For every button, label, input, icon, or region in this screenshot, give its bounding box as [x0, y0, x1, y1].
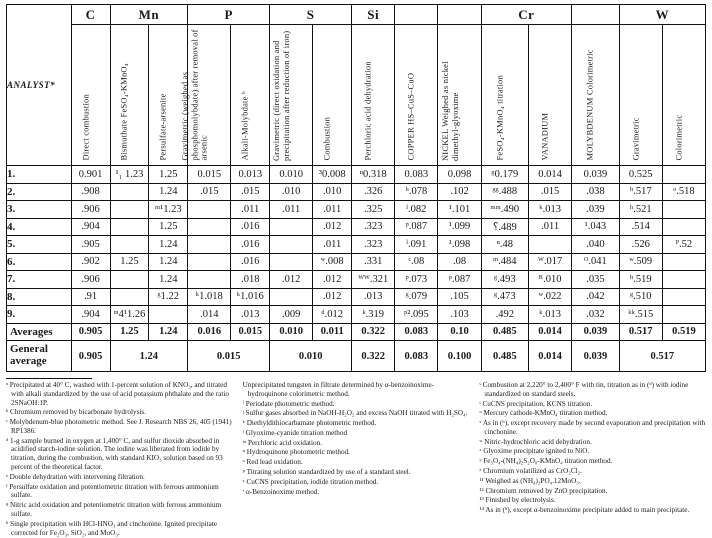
cell: ¹.099	[438, 218, 481, 236]
cell: .514	[619, 218, 662, 236]
cell: 0.015	[188, 166, 231, 184]
cell: ᵏ1.018	[188, 288, 231, 306]
cell: ᵏ.319	[352, 306, 395, 324]
averages-label: Averages	[7, 323, 72, 341]
cell: 1.24	[149, 236, 188, 254]
cell: .012	[313, 271, 352, 289]
cell: .011	[313, 236, 352, 254]
cell: .009	[270, 306, 313, 324]
cell: 0.525	[619, 166, 662, 184]
cell: .906	[71, 201, 110, 219]
group-cu-blank	[395, 5, 438, 25]
footnote: ᵖ Titrating solution standardized by use of a standard steel.	[242, 468, 411, 477]
col-si-perchloric-label: Perchloric acid dehydration	[362, 61, 373, 161]
footnote: ᶠ Persulfate oxidation and potentiometric titration with ferrous ammonium sulfate.	[6, 482, 219, 500]
cell: 0.517	[619, 323, 662, 341]
col-nickel-label: NICKEL Weighed as nickel dimethyl-glyoxime	[439, 61, 459, 161]
table-row	[7, 288, 706, 306]
cell	[110, 218, 149, 236]
cell: .323	[352, 236, 395, 254]
col-copper-label: COPPER HS–CuS–CuO	[405, 73, 416, 161]
cell: .105	[438, 288, 481, 306]
row-label: 9.	[7, 306, 72, 324]
table-row	[7, 183, 706, 201]
footnote: ᵏ Diethyldithiocarbamate photometric method.	[242, 419, 377, 428]
cell: .908	[71, 183, 110, 201]
cell	[662, 288, 705, 306]
footnote: ᵉ Double dehydration with intervening filtration.	[6, 472, 145, 481]
col-vanadium	[529, 25, 572, 166]
cell: ¹.098	[438, 236, 481, 254]
footnote: ¹³ Finished by electrolysis.	[479, 496, 556, 505]
cell: 1.24	[149, 253, 188, 271]
table-row	[7, 218, 706, 236]
cell: ᵖ.073	[395, 271, 438, 289]
cell: .032	[572, 306, 619, 324]
table-row	[7, 306, 706, 324]
cell: 0.322	[352, 341, 395, 372]
group-si: Si	[352, 5, 395, 25]
cell: 1.25	[149, 218, 188, 236]
cell: .102	[438, 183, 481, 201]
cell: 0.083	[395, 341, 438, 372]
cell: ᵍ.493	[481, 271, 528, 289]
cell: .326	[352, 183, 395, 201]
cell: .012	[313, 288, 352, 306]
row-label: 2.	[7, 183, 72, 201]
cell: 0.905	[71, 341, 110, 372]
cell: 0.014	[529, 323, 572, 341]
cell: 1.24	[149, 271, 188, 289]
cell: 0.015	[188, 341, 270, 372]
cell	[110, 288, 149, 306]
cell: .904	[71, 218, 110, 236]
cell	[662, 271, 705, 289]
cell: 0.039	[572, 341, 619, 372]
cell: ʷ.008	[313, 253, 352, 271]
col-w-colorimetric	[662, 25, 705, 166]
cell: ʰ.517	[619, 183, 662, 201]
cell	[662, 253, 705, 271]
cell	[188, 253, 231, 271]
col-p-gravimetric	[179, 25, 231, 166]
cell: ³0.008	[313, 166, 352, 184]
cell: ᵏ1.016	[231, 288, 270, 306]
cell: 0.517	[619, 341, 705, 372]
cell: .013	[352, 288, 395, 306]
row-label: 3.	[7, 201, 72, 219]
cell: ᶜ.08	[395, 253, 438, 271]
footnote: ᵒ Red lead oxidation.	[242, 458, 303, 467]
cell: ʰ.521	[619, 201, 662, 219]
cell: .902	[71, 253, 110, 271]
cell: .040	[572, 236, 619, 254]
general-average-label: General average	[7, 341, 72, 372]
cell	[662, 201, 705, 219]
col-w-gravimetric	[619, 25, 662, 166]
cell: ᵖ.087	[438, 271, 481, 289]
row-label: 4.	[7, 218, 72, 236]
footnote-column-1	[6, 377, 233, 538]
cell: 0.014	[529, 166, 572, 184]
footnote: ᵃ Precipitated at 40° C, washed with 1-percent solution of KNO₃, and titrated with alkali standardized by the use of acid potassium phthalate and the ratio 2SNaOH:1P.	[6, 381, 229, 407]
analyst-header-label: ANALYST*	[7, 80, 56, 90]
col-mn-bismuthate	[110, 25, 149, 166]
footnote: ˣ Glyoxime precipitate ignited to NiO.	[479, 447, 590, 456]
col-mn-bismuthate-label: Bismuthate FeSO₄-KMnO₄	[118, 63, 129, 161]
cell	[188, 201, 231, 219]
footnote: ʷ Nitric-hydrochloric acid dehydration.	[479, 437, 592, 446]
col-molybdenum-label: MOLYBDENUM Colorimetric	[584, 49, 595, 161]
table-row	[7, 201, 706, 219]
column-caption-row	[7, 25, 706, 166]
cell: ᵍ.079	[395, 288, 438, 306]
col-cr-feso4-label: FeSO₄-KMnO₄ titration	[494, 75, 505, 161]
cell: ᵐᵐ.490	[481, 201, 528, 219]
cell: .042	[572, 288, 619, 306]
footnote: ʸ Fe₃O₄-(NH₄)₂S₂O₈-KMnO₄ titration method.	[479, 457, 613, 466]
cell	[662, 166, 705, 184]
cell: 0.083	[395, 323, 438, 341]
cell: 0.901	[71, 166, 110, 184]
footnote-column-2	[243, 377, 470, 538]
row-label: 7.	[7, 271, 72, 289]
cell: .035	[572, 271, 619, 289]
footnote: ¹⁴ As in (ʰ), except α-benzoinoxime precipitate added to main precipitate.	[479, 506, 690, 515]
col-c-direct-label: Direct combustion	[80, 94, 91, 161]
cell: 0.014	[529, 341, 572, 372]
cell: 0.098	[438, 166, 481, 184]
row-label: 8.	[7, 288, 72, 306]
footnote: ᵗ CuCNS precipitation, KCNS titration.	[479, 399, 593, 408]
cell: ᵂ.017	[529, 253, 572, 271]
cell: .904	[71, 306, 110, 324]
cell: 0.011	[313, 323, 352, 341]
table-row	[7, 271, 706, 289]
cell: 0.905	[71, 323, 110, 341]
cell: ʰ.078	[395, 183, 438, 201]
cell: .325	[352, 201, 395, 219]
cell: .038	[572, 183, 619, 201]
cell: 1.25	[110, 253, 149, 271]
col-w-colorimetric-label: Colorimetric	[673, 115, 684, 161]
cell: ¹.101	[438, 201, 481, 219]
footnote-rule	[6, 378, 92, 379]
cell: 0.100	[438, 341, 481, 372]
cell: 0.010	[270, 166, 313, 184]
footnote: ᶻ CuCNS precipitation, iodide titration method.	[242, 477, 379, 486]
cell: 1.25	[110, 323, 149, 341]
col-s-gravimetric-label: Gravimetric (direct oxidation and precipitation after reduction of iron)	[271, 30, 291, 161]
cell	[110, 271, 149, 289]
cell: ⸮.489	[481, 218, 528, 236]
col-s-gravimetric	[270, 25, 313, 166]
cell: .012	[270, 271, 313, 289]
group-c: C	[71, 5, 110, 25]
footnote: Unprecipitated tungsten in filtrate determined by α-benzoinoxime-hydroquinone colorimetric method.	[242, 381, 435, 398]
row-label: 1.	[7, 166, 72, 184]
cell: .010	[313, 183, 352, 201]
analysis-table	[6, 4, 706, 372]
col-w-gravimetric-label: Gravimetric	[630, 117, 641, 161]
footnote: ʲ Sulfur gases absorbed in NaOH-H₂O₂ and excess NaOH titrated with H₂SO₄.	[242, 409, 468, 418]
cell: 1.24	[149, 323, 188, 341]
cell: .010	[270, 183, 313, 201]
cell: ᵏᵏ.515	[619, 306, 662, 324]
cell	[270, 236, 313, 254]
col-copper	[395, 25, 438, 166]
cell: 1.24	[110, 341, 188, 372]
group-mo-blank	[572, 5, 619, 25]
table-row	[7, 166, 706, 184]
cell: .015	[231, 183, 270, 201]
cell: .526	[619, 236, 662, 254]
cell	[662, 306, 705, 324]
cell: 0.083	[395, 166, 438, 184]
cell	[110, 236, 149, 254]
col-s-combustion-label: Combustion	[321, 117, 332, 161]
cell	[270, 288, 313, 306]
cell	[110, 183, 149, 201]
cell: 0.485	[481, 341, 528, 372]
cell: 0.010	[270, 341, 352, 372]
footnote: ᵘ Mercury cathode-KMnO₄ titration method.	[479, 409, 608, 418]
col-p-gravimetric-label: Gravimetric (weighed as phosphomolybdate) after removal of arsenic	[179, 29, 209, 161]
cell: ʰ.519	[619, 271, 662, 289]
group-w: W	[619, 5, 705, 25]
cell: .011	[313, 201, 352, 219]
cell	[270, 218, 313, 236]
cell: ʷ.022	[529, 288, 572, 306]
cell: .905	[71, 236, 110, 254]
cell: ᵖ.087	[395, 218, 438, 236]
cell: ᵈ.012	[313, 306, 352, 324]
cell: .012	[313, 218, 352, 236]
row-label: 5.	[7, 236, 72, 254]
cell: 0.10	[438, 323, 481, 341]
cell: 0.016	[188, 323, 231, 341]
col-c-direct	[71, 25, 110, 166]
cell: ⁿ.48	[481, 236, 528, 254]
col-mn-persulfate-label: Persulfate-arsenite	[157, 93, 168, 161]
cell: .906	[71, 271, 110, 289]
cell: ᵐ.484	[481, 253, 528, 271]
cell: 0.010	[270, 323, 313, 341]
analyst-header-cell	[7, 5, 72, 166]
cell: 0.039	[572, 323, 619, 341]
group-ni-blank	[438, 5, 481, 25]
cell: ʷ.509	[619, 253, 662, 271]
col-si-perchloric	[352, 25, 395, 166]
cell: .015	[529, 183, 572, 201]
table-row	[7, 236, 706, 254]
footnote: ᵛ As in (ʰ), except recovery made by second evaporation and precipitation with cinchonine.	[479, 419, 706, 436]
cell: 0.519	[662, 323, 705, 341]
col-molybdenum	[572, 25, 619, 166]
cell: 1.25	[149, 166, 188, 184]
footnote: ⁱ Periodate photometric method.	[242, 399, 335, 408]
footnote: ᶜ Molybdenum-blue photometric method. See J. Research NBS 26, 405 (1941) RP1386.	[6, 418, 232, 435]
cell: .492	[481, 306, 528, 324]
averages-row	[7, 323, 706, 341]
group-s: S	[270, 5, 352, 25]
cell: .039	[572, 201, 619, 219]
cell: .103	[438, 306, 481, 324]
cell: ᵂᵂ.321	[352, 271, 395, 289]
cell: ᵐ4¹1.26	[110, 306, 149, 324]
footnote: ¹² Chromium removed by ZnO precipitation.	[479, 486, 608, 495]
footnote: ᵈ 1-g sample burned in oxygen at 1,400° C, and sulfur dioxide absorbed in acidified starch-iodine solution. The iodine was liberated from iodide by titration, during the combustion, with standard KIO₃ solution based on 93 percent of the theoretical factor.	[6, 436, 223, 472]
cell: ᴾ.52	[662, 236, 705, 254]
cell: ᵒ.518	[662, 183, 705, 201]
table-row	[7, 253, 706, 271]
cell	[149, 306, 188, 324]
col-vanadium-label: VANADIUM	[539, 113, 550, 161]
cell: ¹₁ 1.23	[110, 166, 149, 184]
cell: ᵐ¹1.23	[149, 201, 188, 219]
cell: .331	[352, 253, 395, 271]
cell: ˡ.082	[395, 201, 438, 219]
cell: .011	[529, 218, 572, 236]
footnote: ʰ Single precipitation with HCl-HNO₃ and cinchonine. Ignited precipitate corrected for Fe₂O₃, SiO₂, and MoO₃.	[6, 519, 218, 537]
footnote-column-3	[479, 377, 706, 538]
footnote: ʳ α-Benzoinoxime method.	[242, 487, 320, 496]
cell	[188, 218, 231, 236]
footnote: ¹¹ Weighed as (NH₄)₃PO₄.12MoO₃.	[479, 476, 581, 485]
cell: .016	[231, 253, 270, 271]
cell: ᵍ.510	[619, 288, 662, 306]
cell: 0.039	[572, 166, 619, 184]
cell	[529, 236, 572, 254]
group-cr: Cr	[481, 5, 572, 25]
group-p: P	[188, 5, 270, 25]
cell: .323	[352, 218, 395, 236]
cell: ᴼ.041	[572, 253, 619, 271]
cell: .018	[231, 271, 270, 289]
footnote: ᵐ Perchloric acid oxidation.	[242, 438, 323, 447]
col-p-alkali-label: Alkali-Molybdate ᵇ	[239, 91, 250, 161]
cell: .013	[231, 306, 270, 324]
cell: ¹.043	[572, 218, 619, 236]
cell: ⁿ0.318	[352, 166, 395, 184]
cell	[110, 201, 149, 219]
cell: 0.015	[231, 323, 270, 341]
cell	[188, 236, 231, 254]
cell: ᵍ0.179	[481, 166, 528, 184]
footnote: ᶻ Chromium volatilized as CrO₂Cl₂.	[479, 467, 582, 476]
cell: ᵍᵍ.488	[481, 183, 528, 201]
cell: 1.24	[149, 183, 188, 201]
footnote: ᵍ Nitric acid oxidation and potentiometric titration with ferrous ammonium sulfate.	[6, 501, 222, 518]
cell: ᴿ.010	[529, 271, 572, 289]
cell: .014	[188, 306, 231, 324]
footnote: ⁿ Hydroquinone photometric method.	[242, 448, 350, 457]
footnotes	[6, 377, 706, 538]
cell: .011	[270, 201, 313, 219]
cell: ᵖ².095	[395, 306, 438, 324]
cell: ᵏ.013	[529, 306, 572, 324]
row-label: 6.	[7, 253, 72, 271]
cell: 0.322	[352, 323, 395, 341]
cell: .016	[231, 236, 270, 254]
cell	[188, 271, 231, 289]
cell	[662, 218, 705, 236]
group-mn: Mn	[110, 5, 188, 25]
col-nickel	[438, 25, 481, 166]
cell: .011	[231, 201, 270, 219]
footnote: ˡ Glyoxime-cyanide titration method	[242, 428, 348, 437]
col-s-combustion	[313, 25, 352, 166]
cell	[270, 253, 313, 271]
cell: ᵍ1.22	[149, 288, 188, 306]
cell: ˡ.091	[395, 236, 438, 254]
footnote: ˢ Combustion at 2,220° to 2,400° F with tin, titration as in (ᵈ) with iodine standardized on standard steels.	[479, 381, 689, 398]
col-p-alkali	[231, 25, 270, 166]
cell: .08	[438, 253, 481, 271]
group-header-row	[7, 5, 706, 25]
cell: .016	[231, 218, 270, 236]
cell: ᵍ.473	[481, 288, 528, 306]
cell: 0.013	[231, 166, 270, 184]
cell: 0.485	[481, 323, 528, 341]
cell: ᵏ.013	[529, 201, 572, 219]
cell: .91	[71, 288, 110, 306]
footnote: ᵇ Chromium removed by bicarbonate hydrolysis.	[6, 408, 146, 417]
col-cr-feso4	[481, 25, 528, 166]
general-average-row	[7, 341, 706, 372]
cell: .015	[188, 183, 231, 201]
